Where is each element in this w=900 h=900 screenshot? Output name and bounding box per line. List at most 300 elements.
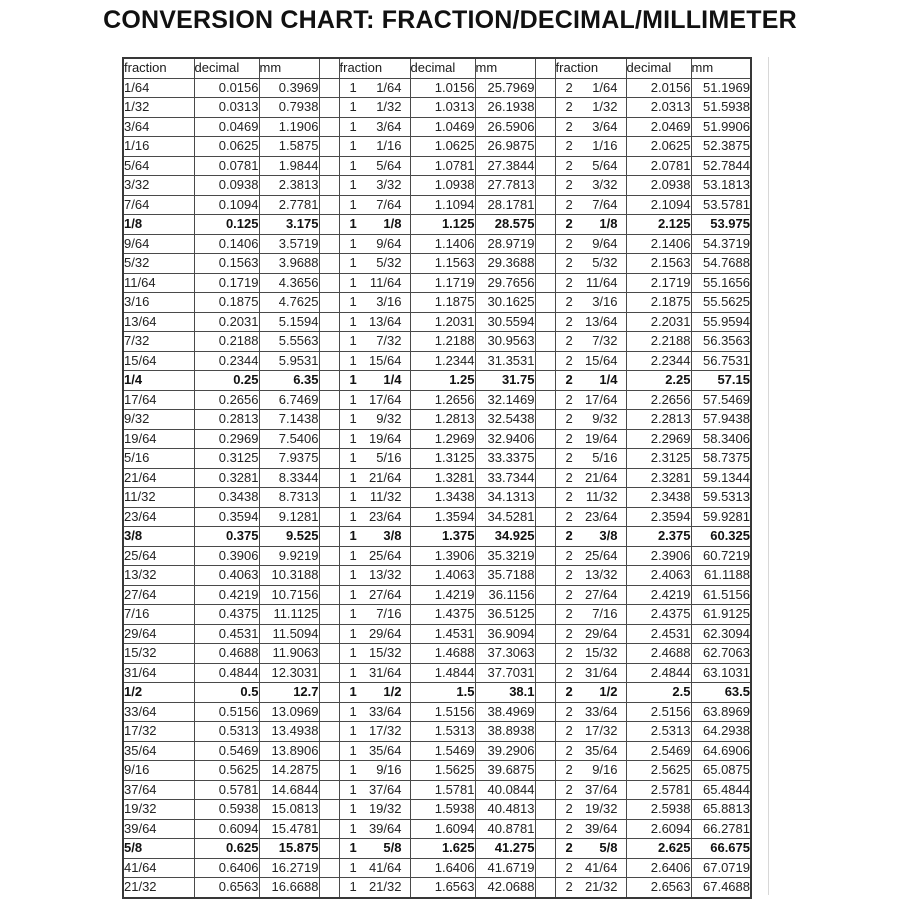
fraction-part: 1/4 [383, 372, 402, 387]
mm-cell: 27.3844 [475, 156, 535, 176]
fraction-part: 13/64 [368, 313, 402, 329]
fraction-cell [339, 566, 410, 586]
fraction-part: 1/8 [599, 216, 618, 231]
fraction-part: 41/64 [368, 859, 402, 875]
decimal-cell: 1.2969 [410, 429, 475, 449]
gap-cell [535, 78, 555, 98]
whole-number: 1 [349, 586, 357, 602]
fraction-part: 21/32 [368, 879, 402, 894]
whole-number: 1 [349, 703, 357, 719]
gap-cell [535, 254, 555, 274]
fraction-cell [339, 488, 410, 508]
mm-cell: 16.6688 [259, 878, 319, 898]
whole-number: 2 [565, 547, 573, 563]
mm-cell: 65.8813 [691, 800, 751, 820]
decimal-cell: 1.2031 [410, 312, 475, 332]
gap-cell [319, 546, 339, 566]
mm-cell: 0.7938 [259, 98, 319, 118]
fraction-part: 3/64 [376, 118, 402, 134]
mm-cell: 31.75 [475, 371, 535, 391]
gap-cell [319, 761, 339, 781]
table-row [123, 800, 751, 820]
fraction-cell [339, 156, 410, 176]
decimal-cell: 1.6563 [410, 878, 475, 898]
mm-cell: 64.6906 [691, 741, 751, 761]
fraction-part: 15/32 [368, 645, 402, 660]
fraction-cell [339, 137, 410, 157]
decimal-cell: 1.5781 [410, 780, 475, 800]
whole-number: 2 [565, 430, 573, 446]
gap-cell [319, 780, 339, 800]
fraction-cell [555, 683, 626, 703]
fraction-cell: 21/64 [123, 468, 194, 488]
mm-cell: 8.7313 [259, 488, 319, 508]
gap-cell [319, 858, 339, 878]
table-row [123, 273, 751, 293]
decimal-cell: 1.5469 [410, 741, 475, 761]
mm-cell: 39.2906 [475, 741, 535, 761]
mm-cell: 26.5906 [475, 117, 535, 137]
mm-cell: 58.3406 [691, 429, 751, 449]
decimal-cell: 0.4375 [194, 605, 259, 625]
gap-cell [319, 137, 339, 157]
whole-number: 2 [565, 645, 573, 660]
fraction-cell [339, 117, 410, 137]
fraction-cell: 33/64 [123, 702, 194, 722]
decimal-cell: 0.4219 [194, 585, 259, 605]
fraction-part: 9/64 [592, 235, 618, 251]
fraction-cell [555, 468, 626, 488]
fraction-cell: 5/32 [123, 254, 194, 274]
fraction-cell [339, 585, 410, 605]
decimal-cell: 2.3125 [626, 449, 691, 469]
decimal-cell: 0.0625 [194, 137, 259, 157]
gap-cell [319, 878, 339, 898]
decimal-cell: 2.3594 [626, 507, 691, 527]
mm-cell: 35.7188 [475, 566, 535, 586]
gap-cell [319, 332, 339, 352]
whole-number: 2 [565, 177, 573, 192]
gap-cell [319, 293, 339, 313]
mm-cell: 12.7 [259, 683, 319, 703]
gap-cell [535, 137, 555, 157]
decimal-cell: 2.5313 [626, 722, 691, 742]
mm-cell: 1.5875 [259, 137, 319, 157]
decimal-cell: 0.5781 [194, 780, 259, 800]
decimal-cell: 2.4063 [626, 566, 691, 586]
fraction-part: 11/64 [585, 274, 618, 290]
mm-cell: 29.3688 [475, 254, 535, 274]
fraction-part: 9/16 [592, 762, 618, 777]
decimal-cell: 2.2031 [626, 312, 691, 332]
gap-cell [319, 663, 339, 683]
mm-cell: 2.7781 [259, 195, 319, 215]
mm-cell: 61.9125 [691, 605, 751, 625]
fraction-cell [339, 624, 410, 644]
decimal-cell: 1.3906 [410, 546, 475, 566]
table-row [123, 449, 751, 469]
gap-cell [535, 390, 555, 410]
mm-cell: 9.525 [259, 527, 319, 547]
mm-cell: 33.7344 [475, 468, 535, 488]
table-row [123, 176, 751, 196]
gap-cell [319, 215, 339, 235]
decimal-cell: 1.125 [410, 215, 475, 235]
table-row [123, 546, 751, 566]
column-header-mm: mm [259, 58, 319, 78]
mm-cell: 28.1781 [475, 195, 535, 215]
fraction-part: 3/8 [383, 528, 402, 543]
mm-cell: 5.9531 [259, 351, 319, 371]
fraction-cell [555, 488, 626, 508]
fraction-part: 3/64 [592, 118, 618, 134]
decimal-cell: 0.5938 [194, 800, 259, 820]
fraction-part: 9/64 [376, 235, 402, 251]
decimal-cell: 0.0469 [194, 117, 259, 137]
mm-cell: 8.3344 [259, 468, 319, 488]
whole-number: 1 [349, 313, 357, 329]
whole-number: 1 [349, 274, 357, 290]
fraction-cell: 13/32 [123, 566, 194, 586]
gap-cell [535, 819, 555, 839]
gap-cell [535, 722, 555, 742]
decimal-cell: 1.5 [410, 683, 475, 703]
whole-number: 1 [349, 177, 357, 192]
whole-number: 2 [565, 859, 573, 875]
fraction-cell [339, 761, 410, 781]
gap-cell [319, 78, 339, 98]
mm-cell: 51.1969 [691, 78, 751, 98]
mm-cell: 30.5594 [475, 312, 535, 332]
whole-number: 1 [349, 196, 357, 212]
whole-number: 2 [565, 664, 573, 680]
fraction-cell: 41/64 [123, 858, 194, 878]
whole-number: 2 [565, 294, 573, 309]
whole-number: 1 [349, 781, 357, 797]
whole-number: 2 [565, 235, 573, 251]
mm-cell: 7.1438 [259, 410, 319, 430]
fraction-cell: 1/32 [123, 98, 194, 118]
mm-cell: 57.15 [691, 371, 751, 391]
decimal-cell: 2.2344 [626, 351, 691, 371]
fraction-cell: 1/8 [123, 215, 194, 235]
mm-cell: 2.3813 [259, 176, 319, 196]
conversion-table-container [122, 57, 752, 899]
whole-number: 1 [349, 333, 357, 348]
gap-cell [319, 254, 339, 274]
gap-cell [535, 176, 555, 196]
fraction-cell [339, 429, 410, 449]
fraction-cell [555, 117, 626, 137]
table-body [123, 58, 751, 898]
fraction-cell [555, 273, 626, 293]
decimal-cell: 2.3438 [626, 488, 691, 508]
mm-cell: 54.3719 [691, 234, 751, 254]
decimal-cell: 2.2656 [626, 390, 691, 410]
decimal-cell: 0.4531 [194, 624, 259, 644]
whole-number: 2 [565, 879, 573, 894]
gap-cell [535, 215, 555, 235]
fraction-part: 5/32 [592, 255, 618, 270]
table-row [123, 410, 751, 430]
fraction-cell [339, 371, 410, 391]
decimal-cell: 2.6406 [626, 858, 691, 878]
decimal-cell: 1.0781 [410, 156, 475, 176]
decimal-cell: 2.6094 [626, 819, 691, 839]
fraction-cell: 19/64 [123, 429, 194, 449]
fraction-cell [339, 878, 410, 898]
table-row [123, 234, 751, 254]
decimal-cell: 0.6563 [194, 878, 259, 898]
fraction-cell: 17/32 [123, 722, 194, 742]
mm-cell: 52.7844 [691, 156, 751, 176]
fraction-cell [339, 390, 410, 410]
conversion-table [122, 57, 752, 899]
fraction-part: 35/64 [368, 742, 402, 758]
mm-cell: 51.5938 [691, 98, 751, 118]
fraction-part: 3/32 [592, 177, 618, 192]
table-row [123, 371, 751, 391]
mm-cell: 15.875 [259, 839, 319, 859]
fraction-part: 7/64 [376, 196, 402, 212]
column-header-decimal: decimal [194, 58, 259, 78]
decimal-cell: 0.375 [194, 527, 259, 547]
fraction-cell [339, 273, 410, 293]
fraction-cell [555, 819, 626, 839]
gap-cell [535, 293, 555, 313]
decimal-cell: 2.4375 [626, 605, 691, 625]
table-row [123, 527, 751, 547]
decimal-cell: 0.0313 [194, 98, 259, 118]
decimal-cell: 2.375 [626, 527, 691, 547]
fraction-part: 23/64 [584, 508, 618, 524]
fraction-cell: 1/16 [123, 137, 194, 157]
column-header-fraction: fraction [123, 58, 194, 78]
whole-number: 2 [565, 352, 573, 368]
decimal-cell: 0.3281 [194, 468, 259, 488]
decimal-cell: 2.125 [626, 215, 691, 235]
mm-cell: 36.5125 [475, 605, 535, 625]
whole-number: 1 [349, 567, 357, 582]
fraction-part: 35/64 [584, 742, 618, 758]
column-header-fraction: fraction [555, 58, 626, 78]
gap-cell [319, 390, 339, 410]
whole-number: 1 [349, 216, 357, 231]
mm-cell: 39.6875 [475, 761, 535, 781]
table-row [123, 195, 751, 215]
mm-cell: 58.7375 [691, 449, 751, 469]
gap-cell [535, 195, 555, 215]
whole-number: 2 [565, 684, 573, 699]
mm-cell: 60.325 [691, 527, 751, 547]
whole-number: 1 [349, 547, 357, 563]
decimal-cell: 1.1875 [410, 293, 475, 313]
fraction-cell [555, 858, 626, 878]
decimal-cell: 0.125 [194, 215, 259, 235]
fraction-cell [555, 605, 626, 625]
fraction-part: 17/64 [584, 391, 618, 407]
whole-number: 2 [565, 703, 573, 719]
fraction-cell [555, 312, 626, 332]
fraction-cell [339, 546, 410, 566]
mm-cell: 30.9563 [475, 332, 535, 352]
gap-cell [319, 702, 339, 722]
mm-cell: 25.7969 [475, 78, 535, 98]
gap-cell [535, 780, 555, 800]
whole-number: 1 [349, 138, 357, 153]
fraction-cell [555, 800, 626, 820]
whole-number: 1 [349, 508, 357, 524]
mm-cell: 7.9375 [259, 449, 319, 469]
decimal-cell: 0.625 [194, 839, 259, 859]
mm-cell: 53.1813 [691, 176, 751, 196]
fraction-cell [339, 858, 410, 878]
mm-cell: 10.7156 [259, 585, 319, 605]
fraction-part: 1/2 [599, 684, 618, 699]
fraction-cell [555, 780, 626, 800]
gap-cell [535, 741, 555, 761]
fraction-part: 19/64 [368, 430, 402, 446]
gap-cell [535, 312, 555, 332]
fraction-cell [555, 546, 626, 566]
decimal-cell: 0.5469 [194, 741, 259, 761]
fraction-cell: 5/8 [123, 839, 194, 859]
fraction-cell: 15/32 [123, 644, 194, 664]
mm-cell: 7.5406 [259, 429, 319, 449]
whole-number: 2 [565, 840, 573, 855]
table-row [123, 98, 751, 118]
gap-cell [319, 410, 339, 430]
whole-number: 2 [565, 333, 573, 348]
table-row [123, 741, 751, 761]
fraction-part: 19/32 [584, 801, 618, 816]
gap-cell [319, 527, 339, 547]
fraction-part: 5/16 [592, 450, 618, 465]
fraction-part: 25/64 [368, 547, 402, 563]
fraction-cell: 3/8 [123, 527, 194, 547]
mm-cell: 4.7625 [259, 293, 319, 313]
fraction-part: 31/64 [368, 664, 402, 680]
fraction-cell [339, 780, 410, 800]
fraction-part: 1/16 [592, 138, 618, 153]
fraction-part: 13/32 [368, 567, 402, 582]
table-row [123, 722, 751, 742]
mm-cell: 60.7219 [691, 546, 751, 566]
decimal-cell: 0.5625 [194, 761, 259, 781]
table-row [123, 839, 751, 859]
fraction-cell: 19/32 [123, 800, 194, 820]
whole-number: 1 [349, 742, 357, 758]
fraction-part: 7/32 [592, 333, 618, 348]
fraction-cell [555, 741, 626, 761]
fraction-part: 13/32 [584, 567, 618, 582]
fraction-cell [555, 215, 626, 235]
decimal-cell: 2.1094 [626, 195, 691, 215]
mm-cell: 67.0719 [691, 858, 751, 878]
fraction-cell: 9/64 [123, 234, 194, 254]
fraction-part: 15/64 [368, 352, 402, 368]
mm-cell: 56.3563 [691, 332, 751, 352]
fraction-cell [339, 468, 410, 488]
fraction-part: 5/32 [376, 255, 402, 270]
mm-cell: 62.3094 [691, 624, 751, 644]
gap-cell [319, 156, 339, 176]
fraction-cell [555, 429, 626, 449]
fraction-part: 29/64 [584, 625, 618, 641]
decimal-cell: 1.2656 [410, 390, 475, 410]
decimal-cell: 2.1875 [626, 293, 691, 313]
whole-number: 1 [349, 469, 357, 485]
fraction-part: 5/16 [376, 450, 402, 465]
fraction-part: 1/8 [383, 216, 402, 231]
fraction-cell [339, 800, 410, 820]
whole-number: 2 [565, 372, 573, 387]
decimal-cell: 1.6406 [410, 858, 475, 878]
decimal-cell: 0.4688 [194, 644, 259, 664]
whole-number: 2 [565, 313, 573, 329]
gap-cell [535, 449, 555, 469]
gap-cell [319, 741, 339, 761]
fraction-cell [555, 566, 626, 586]
decimal-cell: 1.625 [410, 839, 475, 859]
decimal-cell: 0.4844 [194, 663, 259, 683]
decimal-cell: 1.375 [410, 527, 475, 547]
fraction-cell [339, 507, 410, 527]
mm-cell: 15.4781 [259, 819, 319, 839]
fraction-cell [555, 371, 626, 391]
decimal-cell: 2.1719 [626, 273, 691, 293]
mm-cell: 33.3375 [475, 449, 535, 469]
gap-cell [535, 683, 555, 703]
fraction-part: 13/64 [584, 313, 618, 329]
mm-cell: 57.5469 [691, 390, 751, 410]
scan-artifact-line [768, 57, 769, 895]
whole-number: 2 [565, 606, 573, 621]
fraction-part: 5/8 [383, 840, 402, 855]
decimal-cell: 2.5781 [626, 780, 691, 800]
fraction-part: 1/32 [376, 99, 402, 114]
decimal-cell: 0.1875 [194, 293, 259, 313]
decimal-cell: 1.3281 [410, 468, 475, 488]
mm-cell: 55.9594 [691, 312, 751, 332]
fraction-cell [555, 137, 626, 157]
whole-number: 1 [349, 723, 357, 738]
fraction-part: 17/64 [368, 391, 402, 407]
mm-cell: 9.1281 [259, 507, 319, 527]
gap-cell [319, 468, 339, 488]
fraction-cell: 1/64 [123, 78, 194, 98]
fraction-cell: 35/64 [123, 741, 194, 761]
gap-cell [319, 507, 339, 527]
fraction-part: 33/64 [584, 703, 618, 719]
decimal-cell: 0.0156 [194, 78, 259, 98]
gap-cell [319, 234, 339, 254]
mm-cell: 26.1938 [475, 98, 535, 118]
table-row [123, 137, 751, 157]
fraction-part: 1/4 [599, 372, 618, 387]
decimal-cell: 1.4375 [410, 605, 475, 625]
mm-cell: 10.3188 [259, 566, 319, 586]
gap-cell [319, 624, 339, 644]
table-row [123, 488, 751, 508]
decimal-cell: 0.6094 [194, 819, 259, 839]
mm-cell: 61.1188 [691, 566, 751, 586]
page-title: CONVERSION CHART: FRACTION/DECIMAL/MILLIMETER [103, 6, 797, 34]
mm-cell: 28.9719 [475, 234, 535, 254]
mm-cell: 11.5094 [259, 624, 319, 644]
fraction-part: 27/64 [368, 586, 402, 602]
gap-cell [319, 800, 339, 820]
